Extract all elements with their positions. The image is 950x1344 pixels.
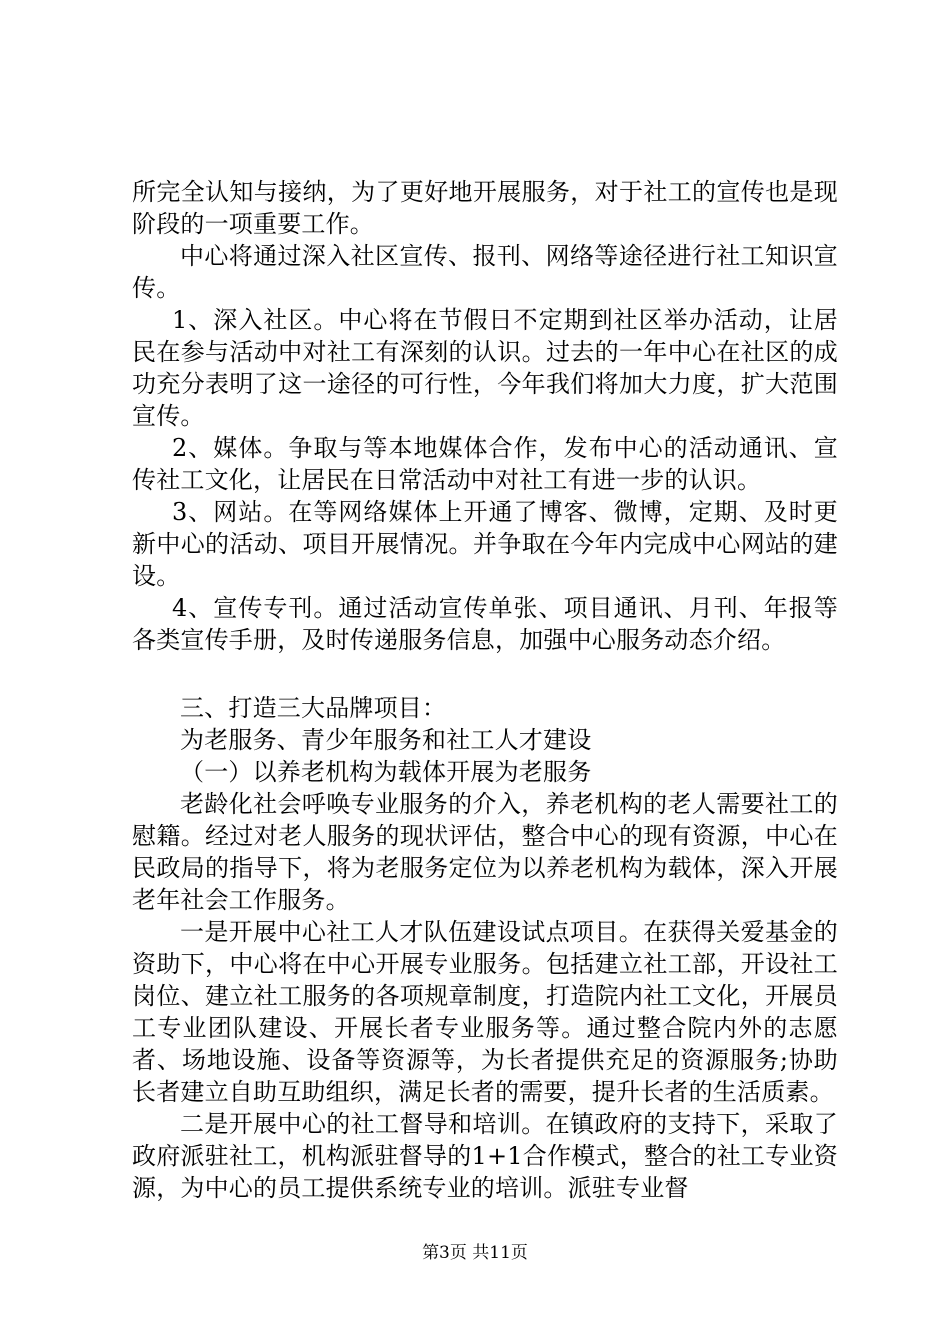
paragraph-elderly-service: 老龄化社会呼唤专业服务的介入，养老机构的老人需要社工的慰籍。经过对老人服务的现状评估，整合中心的现有资源，中心在民政局的指导下，将为老服务定位为以养老机构为载体，深入开展老年社会工作服务。 <box>132 790 838 914</box>
paragraph-supervision: 二是开展中心的社工督导和培训。在镇政府的支持下，采取了政府派驻社工，机构派驻督导的1+1合作模式，整合的社工专业资源，为中心的员工提供系统专业的培训。派驻专业督 <box>132 1110 838 1202</box>
paragraph-community: 1、深入社区。中心将在节假日不定期到社区举办活动，让居民在参与活动中对社工有深刻的认识。过去的一年中心在社区的成功充分表明了这一途径的可行性，今年我们将加大力度，扩大范围宣传。 <box>132 306 838 430</box>
paragraph-pilot-project: 一是开展中心社工人才队伍建设试点项目。在获得关爱基金的资助下，中心将在中心开展专业服务。包括建立社工部，开设社工岗位、建立社工服务的各项规章制度，打造院内社工文化，开展员工专业团队建设、开展长者专业服务等。通过整合院内外的志愿者、场地设施、设备等资源等，为长者提供充足的资源服务;协助长者建立自助互助组织，满足长者的需要，提升长者的生活质素。 <box>132 918 838 1106</box>
subsection-heading: （一）以养老机构为载体开展为老服务 <box>180 758 592 786</box>
section-subtitle: 为老服务、青少年服务和社工人才建设 <box>180 726 592 754</box>
paragraph-media: 2、媒体。争取与等本地媒体合作，发布中心的活动通讯、宣传社工文化，让居民在日常活动中对社工有进一步的认识。 <box>132 434 838 494</box>
page-footer: 第3页 共11页 <box>422 1243 528 1263</box>
paragraph-website: 3、网站。在等网络媒体上开通了博客、微博，定期、及时更新中心的活动、项目开展情况。并争取在今年内完成中心网站的建设。 <box>132 498 838 590</box>
section-gap <box>132 656 838 692</box>
document-body <box>132 176 838 1204</box>
paragraph-outreach-intro: 中心将通过深入社区宣传、报刊、网络等途径进行社工知识宣传。 <box>132 242 838 302</box>
paragraph-continuation: 所完全认知与接纳，为了更好地开展服务，对于社工的宣传也是现阶段的一项重要工作。 <box>132 178 838 238</box>
paragraph-publication: 4、宣传专刊。通过活动宣传单张、项目通讯、月刊、年报等各类宣传手册，及时传递服务信息，加强中心服务动态介绍。 <box>132 594 838 654</box>
section-heading: 三、打造三大品牌项目： <box>180 694 447 722</box>
